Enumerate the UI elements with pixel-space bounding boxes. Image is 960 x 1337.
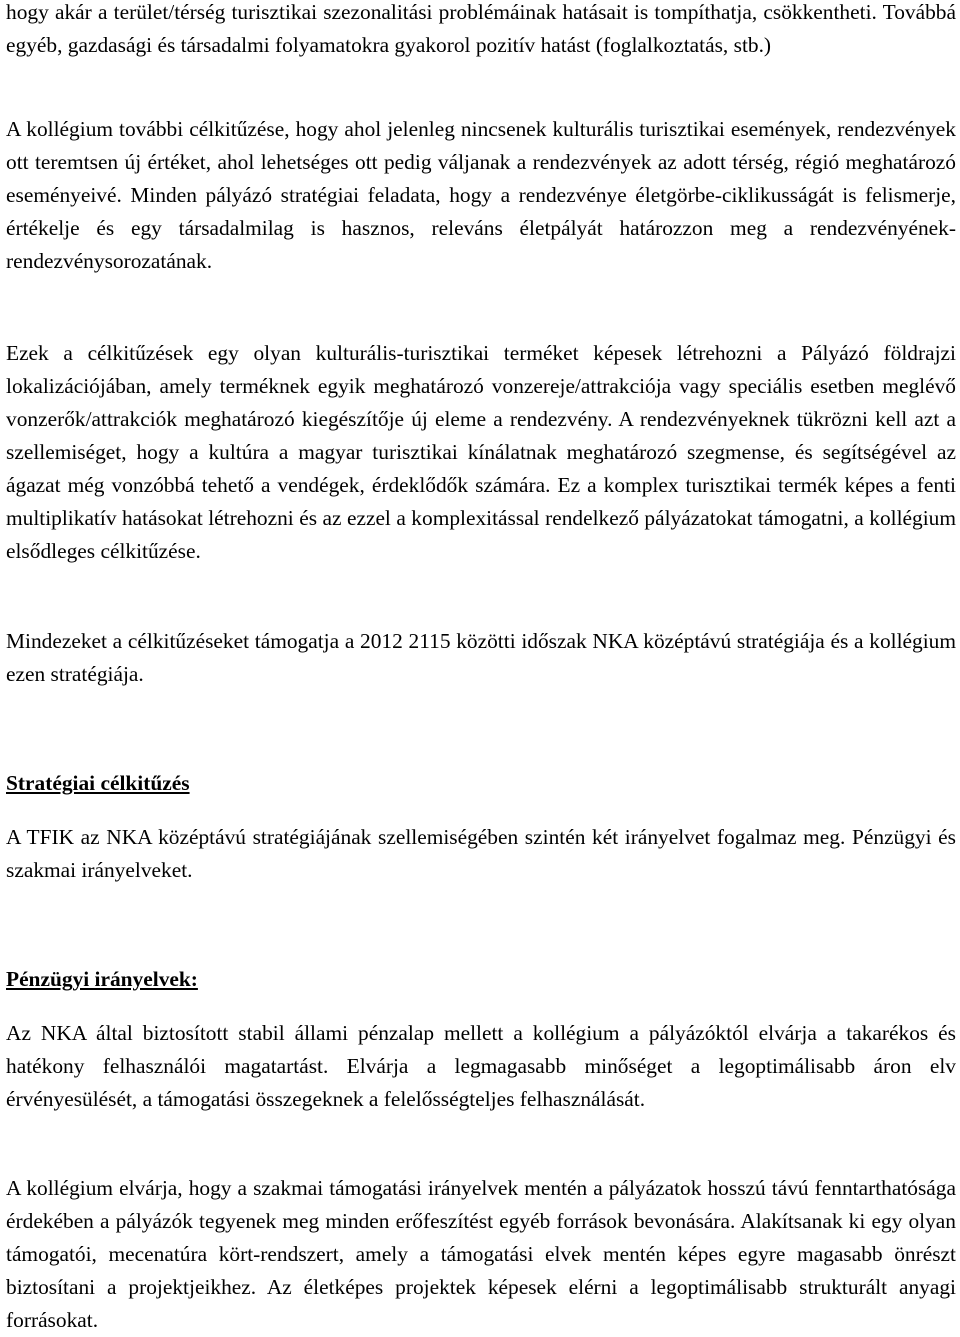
paragraph-penzugyi-elvarasok: Az NKA által biztosított stabil állami pénzalap mellett a kollégium a pályázóktól elvárja a takarékos és hatékony felhasználói magatartást. Elvárja a legmagasabb minőséget a legoptimálisabb áron elv érvényesülését, a támogatási összegeknek a felelősségteljes felhasználását. bbox=[6, 1021, 956, 1111]
paragraph-szezonalitas: hogy akár a terület/térség turisztikai szezonalitási problémáinak hatásait is tompíthatja, csökkentheti. Továbbá egyéb, gazdasági és társadalmi folyamatokra gyakorol pozitív hatást (foglalkoztatás, stb.) bbox=[6, 0, 956, 57]
paragraph-celkituzesek-termek: Ezek a célkitűzések egy olyan kulturális-turisztikai terméket képesek létrehozni a Pályázó földrajzi lokalizációjában, amely terméknek egyik meghatározó vonzereje/attrakciója vagy speciális esetben meglévő vonzerők/attrakciók meghatározó kiegészítője új eleme a rendezvény. A rendezvényeknek tükrözni kell azt a szellemiséget, hogy a kultúra a magyar turisztikai kínálatnak meghatározó szegmense, és segítségével az ágazat még vonzóbbá tehető a vendégek, érdeklődők számára. Ez a komplex turisztikai termék képes a fenti multiplikatív hatásokat létrehozni és az ezzel a komplexitással rendelkező pályázatokat támogatni, a kollégium elsődleges célkitűzése. bbox=[6, 341, 956, 563]
paragraph-nka-strategia: Mindezeket a célkitűzéseket támogatja a 2012 2115 közötti időszak NKA középtávú stratégiája és a kollégium ezen stratégiája. bbox=[6, 629, 956, 686]
paragraph-szakmai-elvarasok: A kollégium elvárja, hogy a szakmai támogatási irányelvek mentén a pályázatok hosszú távú fenntarthatósága érdekében a pályázók tegyenek meg minden erőfeszítést egyéb források bevonására. Alakítsanak ki egy olyan támogatói, mecenatúra kört-rendszert, amely a támogatási elvek mentén képes egyre magasabb önrészt biztosítani a projektjeikhez. Az életképes projektek képesek elérni a legoptimálisabb strukturált anyagi forrásokat. bbox=[6, 1176, 956, 1332]
paragraph-kollegium-celkituzese: A kollégium további célkitűzése, hogy ahol jelenleg nincsenek kulturális turisztikai események, rendezvények ott teremtsen új értéket, ahol lehetséges ott pedig váljanak a rendezvények az adott térség, régió meghatározó eseményeivé. Minden pályázó stratégiai feladata, hogy a rendezvénye életgörbe-ciklikusságát is felismerje, értékelje és egy társadalmilag is hasznos, releváns életpályát határozzon meg a rendezvényének-rendezvénysorozatának. bbox=[6, 117, 956, 273]
heading-strategiai-celkituzes: Stratégiai célkitűzés bbox=[6, 771, 190, 795]
heading-penzugyi-iranyelvek: Pénzügyi irányelvek: bbox=[6, 967, 198, 991]
paragraph-tfik-iranyelvek: A TFIK az NKA középtávú stratégiájának szellemiségében szintén két irányelvet fogalmaz meg. Pénzügyi és szakmai irányelveket. bbox=[6, 825, 956, 882]
